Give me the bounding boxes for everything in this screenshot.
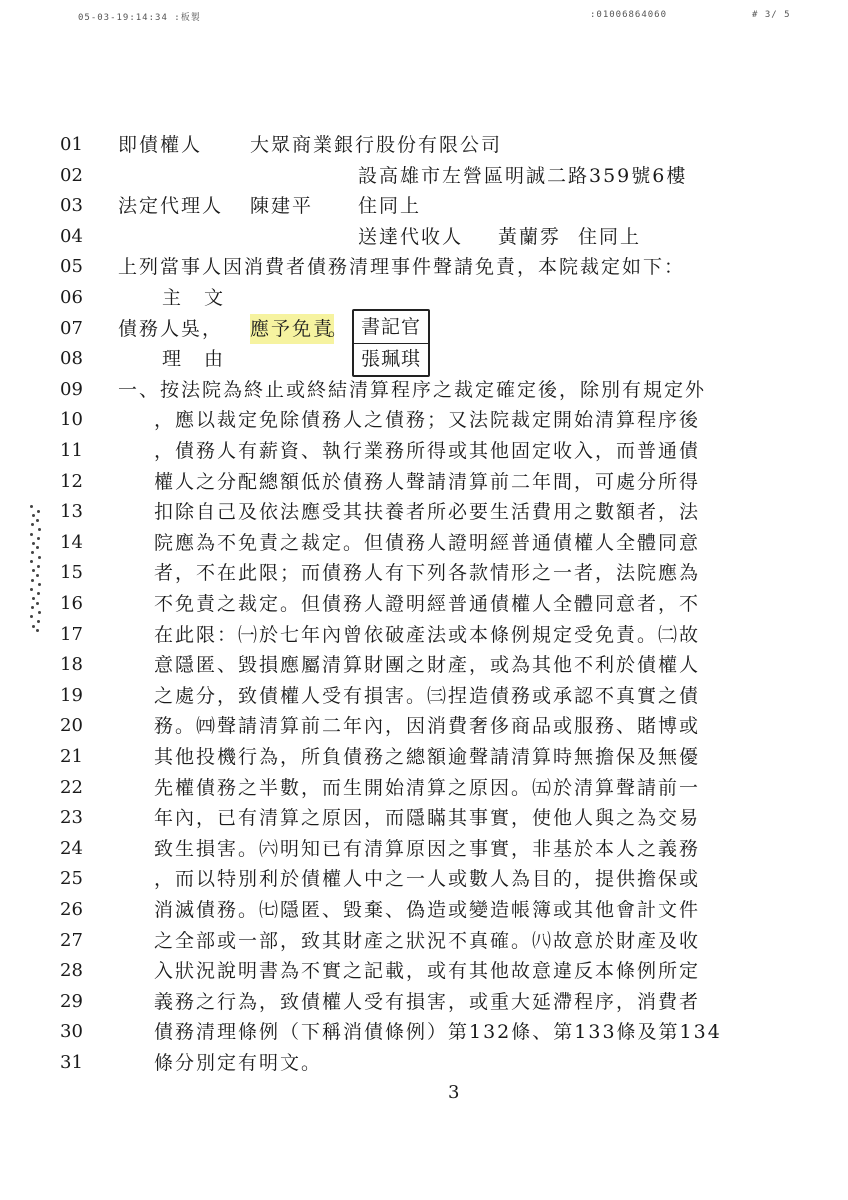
scan-dot: [30, 505, 33, 508]
line-number: 25: [60, 868, 83, 890]
scan-dot: [38, 611, 41, 614]
scan-dot: [36, 574, 39, 577]
scan-dot: [32, 625, 35, 628]
scan-dot: [37, 620, 40, 623]
scan-dot: [31, 606, 34, 609]
line-number: 16: [60, 593, 83, 614]
line-number: 14: [60, 531, 83, 553]
line-text: ，應以裁定免除債務人之債務；又法院裁定開始清算程序後: [154, 409, 701, 432]
scan-dot: [36, 546, 39, 549]
line-text: 入狀況說明書為不實之記載，或有其他故意違反本條例所定: [154, 960, 701, 983]
line-text: 上列當事人因消費者債務清理事件聲請免責，本院裁定如下：: [118, 256, 686, 279]
line-text: 權人之分配總額低於債務人聲請清算前二年間，可處分所得: [154, 470, 701, 493]
line-text: 致生損害。㈥明知已有清算原因之事實，非基於本人之義務: [154, 837, 701, 860]
page-number: 3: [448, 1082, 460, 1103]
line-text: 債務清理條例（下稱消債條例）第132條、第133條及第134: [154, 1021, 722, 1044]
line-text: 一、按法院為終止或終結清算程序之裁定確定後，除別有規定外: [118, 378, 707, 401]
line-text: 送達代收人: [358, 225, 464, 248]
line-text: 其他投機行為，所負債務之總額逾聲請清算時無擔保及無優: [154, 746, 701, 768]
line-number: 02: [60, 164, 83, 186]
scan-dot: [31, 579, 34, 582]
scan-dot: [32, 542, 35, 545]
line-number: 09: [60, 378, 83, 400]
line-number: 22: [60, 776, 83, 798]
clerk-stamp: [352, 309, 430, 377]
line-number: 08: [60, 348, 83, 370]
line-text: ，而以特別利於債權人中之一人或數人為目的，提供擔保或: [154, 868, 701, 891]
line-text: 義務之行為，致債權人受有損害，或重大延滯程序，消費者: [154, 990, 701, 1013]
scan-dot: [37, 565, 40, 568]
line-text: 不免責之裁定。但債務人證明經普通債權人全體同意者，不: [154, 593, 701, 615]
stamp-title: 書記官: [360, 316, 421, 338]
scan-dot: [38, 583, 41, 586]
highlighted-text: 應予免責: [250, 314, 334, 344]
line-number: 01: [60, 134, 83, 155]
line-number: 21: [60, 746, 83, 767]
line-text: 黃蘭雰: [498, 225, 562, 248]
line-number: 23: [60, 807, 83, 829]
line-number: 29: [60, 990, 83, 1012]
line-number: 13: [60, 501, 83, 523]
line-text: 陳建平: [250, 195, 314, 218]
line-number: 03: [60, 195, 83, 217]
line-number: 11: [60, 440, 83, 461]
line-text: 意隱匿、毀損應屬清算財團之財產，或為其他不利於債權人: [154, 654, 701, 677]
scan-dot: [30, 588, 33, 591]
scan-dot: [32, 514, 35, 517]
line-number: 17: [60, 623, 83, 645]
scan-dot: [37, 592, 40, 595]
line-text: 條分別定有明文。: [154, 1052, 323, 1074]
line-number: 27: [60, 929, 83, 951]
line-number: 31: [60, 1052, 83, 1073]
line-number: 19: [60, 684, 83, 706]
line-text: 院應為不免責之裁定。但債務人證明經普通債權人全體同意: [154, 531, 701, 554]
line-text: 務。㈣聲請清算前二年內，因消費奢侈商品或服務、賭博或: [154, 715, 701, 738]
binding-hole-dots: [30, 505, 50, 635]
scan-dot: [36, 602, 39, 605]
scan-dot: [30, 560, 33, 563]
line-number: 18: [60, 654, 83, 676]
line-number: 24: [60, 837, 83, 859]
scan-dot: [31, 551, 34, 554]
line-number: 15: [60, 562, 83, 584]
scan-dot: [37, 510, 40, 513]
scan-dot: [32, 597, 35, 600]
scan-dot: [36, 519, 39, 522]
line-text: 法定代理人: [118, 195, 224, 218]
line-number: 20: [60, 715, 83, 737]
line-number: 05: [60, 256, 83, 278]
line-text: 住同上: [578, 225, 642, 248]
line-text: 主 文: [162, 287, 226, 309]
scan-dot: [30, 533, 33, 536]
scan-dot: [32, 569, 35, 572]
line-text: 大眾商業銀行股份有限公司: [250, 134, 503, 156]
line-text: 之處分，致債權人受有損害。㈢捏造債務或承認不真實之債: [154, 684, 701, 707]
line-text: 之全部或一部，致其財產之狀況不真確。㈧故意於財產及收: [154, 929, 701, 952]
line-text: 即債權人: [118, 134, 203, 156]
line-number: 26: [60, 899, 83, 920]
line-text: 先權債務之半數，而生開始清算之原因。㈤於清算聲請前一: [154, 776, 701, 799]
line-number: 30: [60, 1021, 83, 1043]
line-number: 07: [60, 317, 83, 339]
line-text: 理 由: [162, 348, 226, 371]
line-number: 04: [60, 225, 83, 247]
scan-dot: [37, 537, 40, 540]
fax-header-timestamp: 05-03-19:14:34 :板製: [78, 13, 201, 23]
line-text: 消滅債務。㈦隱匿、毀棄、偽造或變造帳簿或其他會計文件: [154, 899, 701, 921]
line-number: 06: [60, 287, 83, 308]
line-text: ，債務人有薪資、執行業務所得或其他固定收入，而普通債: [154, 440, 701, 462]
line-number: 12: [60, 470, 83, 492]
line-text: 扣除自己及依法應受其扶養者所必要生活費用之數額者，法: [154, 501, 701, 524]
line-text: 。: [328, 317, 350, 340]
scan-dot: [38, 528, 41, 531]
line-text: 者，不在此限；而債務人有下列各款情形之一者，法院應為: [154, 562, 701, 585]
scan-dot: [30, 615, 33, 618]
line-text: 年內，已有清算之原因，而隱瞞其事實，使他人與之為交易: [154, 807, 701, 830]
line-text: 住同上: [358, 195, 422, 218]
line-number: 28: [60, 960, 83, 982]
line-number: 10: [60, 409, 83, 431]
fax-header-number: :01006864060: [590, 10, 668, 20]
fax-header-page: # 3/ 5: [752, 10, 791, 20]
scan-dot: [31, 523, 34, 526]
stamp-name: 張珮琪: [354, 343, 428, 374]
scan-dot: [38, 556, 41, 559]
line-text: 在此限：㈠於七年內曾依破產法或本條例規定受免責。㈡故: [154, 623, 701, 646]
scan-dot: [36, 629, 39, 632]
line-text: 債務人吳，: [118, 317, 224, 340]
line-text: 設高雄市左營區明誠二路359號6樓: [358, 164, 688, 187]
